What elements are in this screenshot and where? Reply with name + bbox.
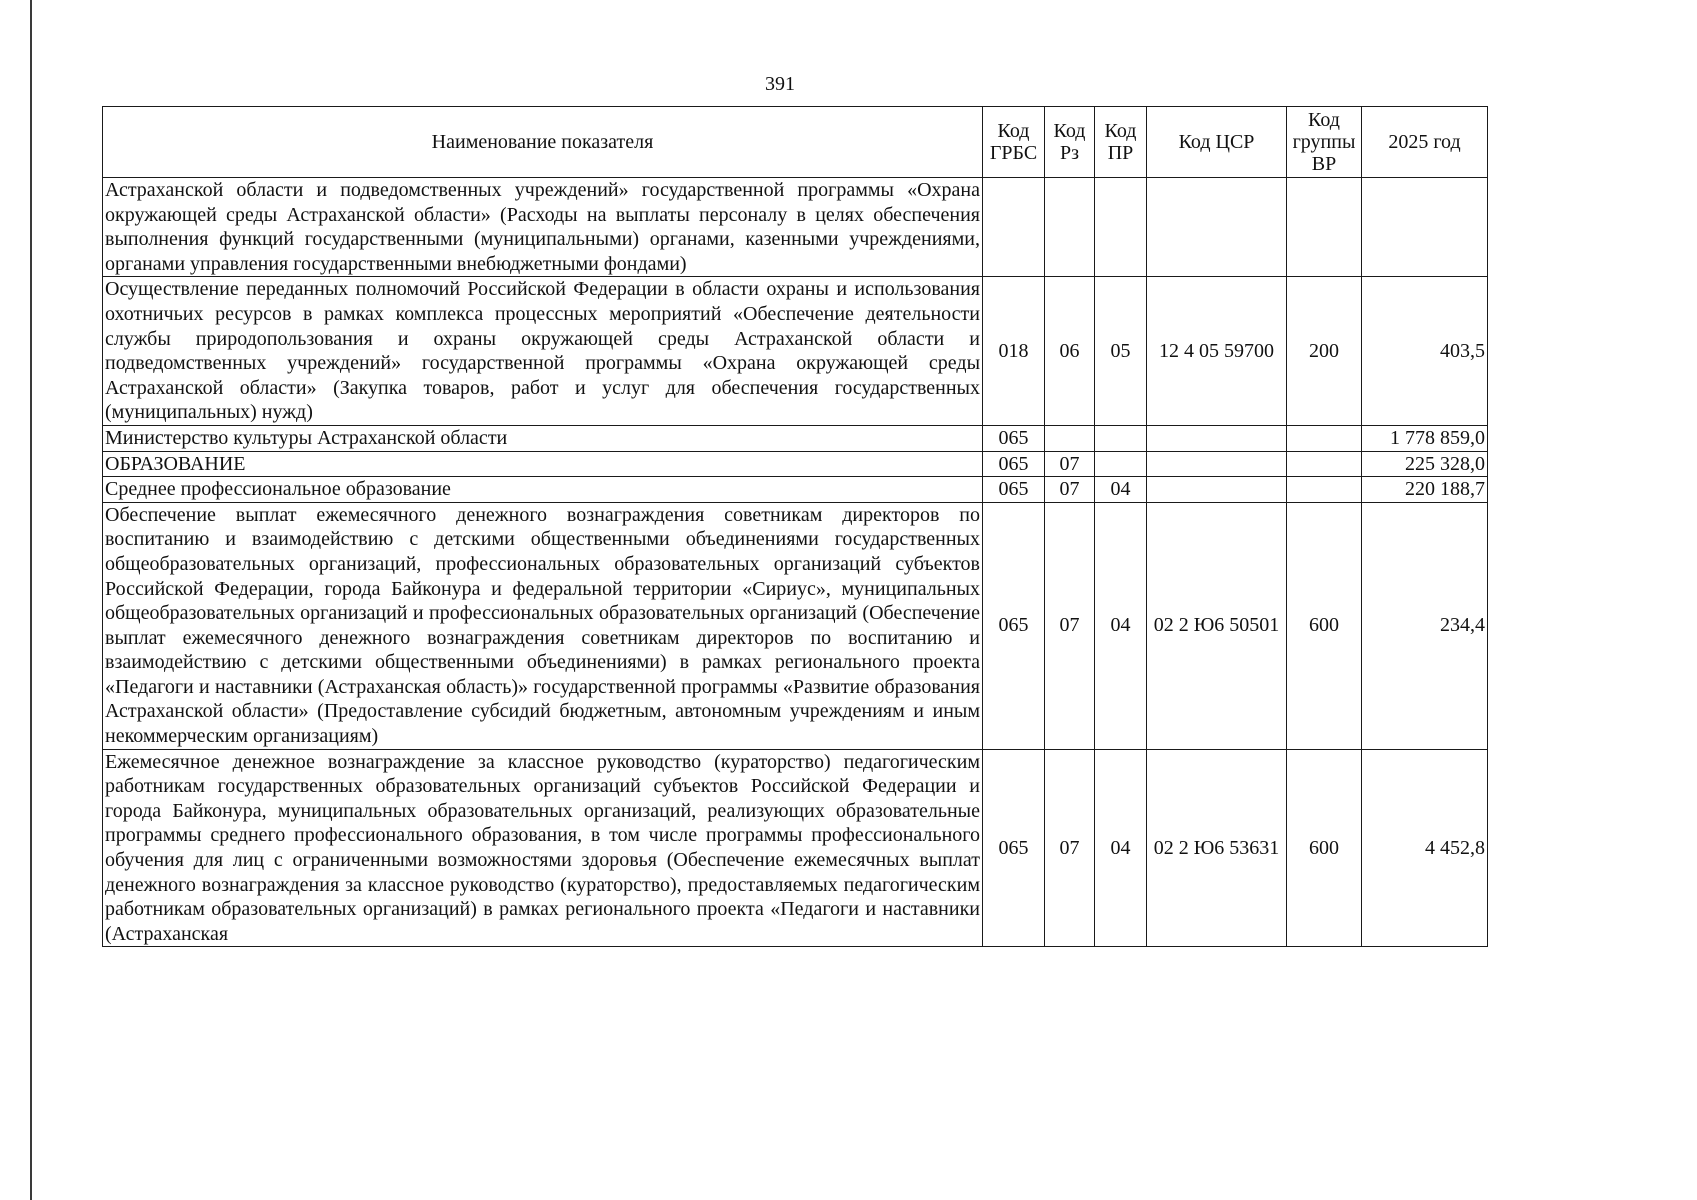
- row-rz: 07: [1045, 749, 1095, 947]
- row-rz: [1045, 178, 1095, 277]
- row-vr: [1287, 425, 1362, 451]
- row-pr: [1095, 425, 1147, 451]
- row-csr: [1147, 425, 1287, 451]
- row-name: Астраханской области и подведомственных учреждений» государственной программы «Охрана окружающей среды Астраханской области» (Расходы на выплаты персоналу в целях обеспечения выполнения функций государственными (муниципальными) органами, казенными учреждениями, органами управления государственными внебюджетными фондами): [103, 178, 983, 277]
- header-pr: Код ПР: [1095, 107, 1147, 178]
- row-rz: [1045, 425, 1095, 451]
- row-grbs: 065: [983, 749, 1045, 947]
- row-vr: [1287, 477, 1362, 503]
- row-amount: 220 188,7: [1362, 477, 1488, 503]
- row-vr: [1287, 178, 1362, 277]
- row-name: Обеспечение выплат ежемесячного денежного вознаграждения советникам директоров по воспитанию и взаимодействию с детскими общественными объединениями государственных общеобразовательных организаций, профессиональных образовательных организаций субъектов Российской Федерации, города Байконура и федеральной территории «Сириус», муниципальных общеобразовательных организаций и профессиональных образовательных организаций (Обеспечение выплат ежемесячного денежного вознаграждения советникам директоров по воспитанию и взаимодействию с детскими общественными объединениями) в рамках регионального проекта «Педагоги и наставники (Астраханская область)» государственной программы «Развитие образования Астраханской области» (Предоставление субсидий бюджетным, автономным учреждениям и иным некоммерческим организациям): [103, 502, 983, 749]
- row-rz: 07: [1045, 502, 1095, 749]
- table-row: [103, 425, 1488, 451]
- table-row: [103, 277, 1488, 426]
- row-csr: 02 2 Ю6 53631: [1147, 749, 1287, 947]
- header-rz: Код Рз: [1045, 107, 1095, 178]
- row-csr: [1147, 178, 1287, 277]
- header-name: Наименование показателя: [103, 107, 983, 178]
- row-name: Ежемесячное денежное вознаграждение за классное руководство (кураторство) педагогическим работникам государственных образовательных организаций субъектов Российской Федерации и города Байконура, муниципальных образовательных организаций, реализующих образовательные программы среднего профессионального образования, в том числе программы профессионального обучения для лиц с ограниченными возможностями здоровья (Обеспечение ежемесячных выплат денежного вознаграждения за классное руководство (кураторство), предоставляемых педагогическим работникам образовательных организаций) в рамках регионального проекта «Педагоги и наставники (Астраханская: [103, 749, 983, 947]
- row-pr: 04: [1095, 502, 1147, 749]
- row-csr: 12 4 05 59700: [1147, 277, 1287, 426]
- row-pr: 04: [1095, 749, 1147, 947]
- row-csr: [1147, 477, 1287, 503]
- row-pr: [1095, 178, 1147, 277]
- row-vr: 600: [1287, 502, 1362, 749]
- row-grbs: 065: [983, 425, 1045, 451]
- row-grbs: [983, 178, 1045, 277]
- row-grbs: 065: [983, 451, 1045, 477]
- page-number: 391: [765, 73, 795, 95]
- row-amount: 234,4: [1362, 502, 1488, 749]
- row-amount: 403,5: [1362, 277, 1488, 426]
- budget-table: [102, 106, 1488, 947]
- row-grbs: 065: [983, 477, 1045, 503]
- row-amount: [1362, 178, 1488, 277]
- row-vr: [1287, 451, 1362, 477]
- header-year: 2025 год: [1362, 107, 1488, 178]
- header-row: [103, 107, 1488, 178]
- header-grbs: Код ГРБС: [983, 107, 1045, 178]
- header-vr: Код группы ВР: [1287, 107, 1362, 178]
- row-vr: 200: [1287, 277, 1362, 426]
- row-vr: 600: [1287, 749, 1362, 947]
- row-rz: 07: [1045, 451, 1095, 477]
- row-grbs: 018: [983, 277, 1045, 426]
- row-pr: 05: [1095, 277, 1147, 426]
- row-name: Министерство культуры Астраханской области: [103, 425, 983, 451]
- table-row: [103, 502, 1488, 749]
- row-pr: 04: [1095, 477, 1147, 503]
- table-row: [103, 477, 1488, 503]
- table-row: [103, 749, 1488, 947]
- row-amount: 225 328,0: [1362, 451, 1488, 477]
- row-rz: 07: [1045, 477, 1095, 503]
- row-csr: [1147, 451, 1287, 477]
- row-rz: 06: [1045, 277, 1095, 426]
- row-name: Осуществление переданных полномочий Российской Федерации в области охраны и использования охотничьих ресурсов в рамках комплекса процессных мероприятий «Обеспечение деятельности службы природопользования и охраны окружающей среды Астраханской области и подведомственных учреждений» государственной программы «Охрана окружающей среды Астраханской области» (Закупка товаров, работ и услуг для обеспечения государственных (муниципальных) нужд): [103, 277, 983, 426]
- row-name: ОБРАЗОВАНИЕ: [103, 451, 983, 477]
- table-row: [103, 451, 1488, 477]
- row-pr: [1095, 451, 1147, 477]
- row-name: Среднее профессиональное образование: [103, 477, 983, 503]
- header-csr: Код ЦСР: [1147, 107, 1287, 178]
- scan-left-edge: [30, 0, 32, 1200]
- row-csr: 02 2 Ю6 50501: [1147, 502, 1287, 749]
- table-row: [103, 178, 1488, 277]
- row-amount: 4 452,8: [1362, 749, 1488, 947]
- row-amount: 1 778 859,0: [1362, 425, 1488, 451]
- row-grbs: 065: [983, 502, 1045, 749]
